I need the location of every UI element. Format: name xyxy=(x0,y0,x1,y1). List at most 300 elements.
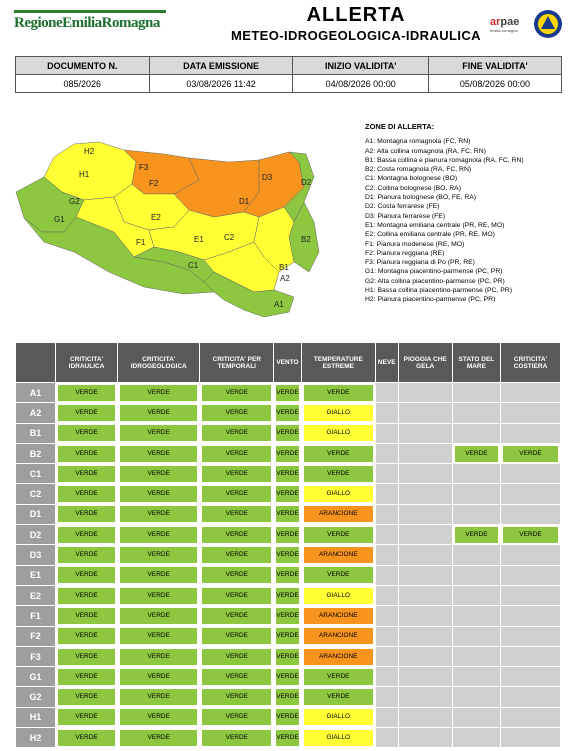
table-row xyxy=(16,728,561,748)
alert-level-cell xyxy=(118,646,200,666)
alert-level-text: VERDE xyxy=(276,567,298,583)
column-header: CRITICITA' PER TEMPORALI xyxy=(200,343,274,383)
alert-level-text: VERDE xyxy=(455,446,498,462)
empty-cell xyxy=(375,464,398,484)
alert-level-cell xyxy=(118,707,200,727)
alert-level-text: VERDE xyxy=(276,405,298,421)
map-label-b1: B1 xyxy=(279,263,289,272)
alert-level-cell xyxy=(301,606,375,626)
alert-level-cell xyxy=(274,403,301,423)
empty-cell xyxy=(501,464,561,484)
alert-level-cell xyxy=(200,728,274,748)
map-label-g2: G2 xyxy=(69,197,80,206)
alert-level-cell xyxy=(56,626,118,646)
alert-level-text: ARANCIONE xyxy=(304,628,373,644)
legend-item: F1: Pianura modenese (RE, MO) xyxy=(365,240,465,248)
table-row xyxy=(16,423,561,443)
alert-level-cell xyxy=(452,525,500,545)
alert-level-text: VERDE xyxy=(304,527,373,543)
alert-table-header xyxy=(16,343,561,383)
empty-cell xyxy=(501,504,561,524)
legend-item: E2: Collina emiliana centrale (PR, RE, MO) xyxy=(365,231,495,239)
map-label-d3: D3 xyxy=(262,173,273,182)
legend-item: E1: Montagna emiliana centrale (PR, RE, MO) xyxy=(365,221,505,229)
alert-level-text: VERDE xyxy=(58,466,115,482)
alert-level-text: VERDE xyxy=(120,527,197,543)
alert-level-text: VERDE xyxy=(58,689,115,705)
empty-cell xyxy=(398,626,452,646)
alert-level-text: ARANCIONE xyxy=(304,608,373,624)
alert-level-text: VERDE xyxy=(276,385,298,401)
alert-level-cell xyxy=(118,464,200,484)
page-header xyxy=(0,0,580,48)
alert-level-cell xyxy=(501,443,561,463)
alert-level-cell xyxy=(200,687,274,707)
alert-level-cell xyxy=(274,606,301,626)
alert-level-text: VERDE xyxy=(120,466,197,482)
map-label-g1: G1 xyxy=(54,215,65,224)
empty-cell xyxy=(375,545,398,565)
alert-level-cell xyxy=(56,443,118,463)
alert-level-cell xyxy=(301,626,375,646)
empty-cell xyxy=(398,403,452,423)
alert-level-cell xyxy=(200,646,274,666)
alert-level-cell xyxy=(301,504,375,524)
alert-level-cell xyxy=(200,504,274,524)
empty-cell xyxy=(375,646,398,666)
table-row xyxy=(16,525,561,545)
empty-cell xyxy=(452,667,500,687)
alert-level-cell xyxy=(56,687,118,707)
zone-label: E1 xyxy=(16,565,56,585)
empty-cell xyxy=(501,565,561,585)
empty-cell xyxy=(375,606,398,626)
alert-level-text: GIALLO xyxy=(304,730,373,746)
zones-legend xyxy=(365,122,575,305)
alert-level-cell xyxy=(56,646,118,666)
alert-level-text: VERDE xyxy=(202,466,271,482)
alert-level-cell xyxy=(118,626,200,646)
empty-cell xyxy=(501,707,561,727)
legend-item: F3: Pianura reggiana di Po (PR, RE) xyxy=(365,259,475,267)
alert-level-cell xyxy=(301,443,375,463)
alert-level-cell xyxy=(274,728,301,748)
alert-level-text: VERDE xyxy=(276,425,298,441)
alert-level-cell xyxy=(118,525,200,545)
empty-cell xyxy=(452,383,500,403)
alert-level-cell xyxy=(274,464,301,484)
map-label-d2: D2 xyxy=(301,178,312,187)
alert-level-cell xyxy=(56,504,118,524)
zone-label: D3 xyxy=(16,545,56,565)
alert-level-cell xyxy=(118,423,200,443)
alert-level-text: VERDE xyxy=(58,547,115,563)
alert-level-text: VERDE xyxy=(276,669,298,685)
alert-level-cell xyxy=(274,383,301,403)
alert-level-text: VERDE xyxy=(202,527,271,543)
logo-bar xyxy=(14,10,166,13)
empty-cell xyxy=(452,585,500,605)
empty-cell xyxy=(452,504,500,524)
table-row xyxy=(16,383,561,403)
empty-cell xyxy=(398,687,452,707)
zone-column-header xyxy=(16,343,56,383)
map-label-h2: H2 xyxy=(84,147,95,156)
alert-level-text: VERDE xyxy=(276,446,298,462)
alert-level-cell xyxy=(274,707,301,727)
empty-cell xyxy=(375,585,398,605)
alert-level-text: VERDE xyxy=(202,588,271,604)
alert-level-text: VERDE xyxy=(276,527,298,543)
empty-cell xyxy=(452,484,500,504)
alert-level-cell xyxy=(301,484,375,504)
alert-level-cell xyxy=(301,565,375,585)
empty-cell xyxy=(375,383,398,403)
empty-cell xyxy=(375,504,398,524)
legend-title: ZONE DI ALLERTA: xyxy=(365,122,435,131)
alert-level-cell xyxy=(56,464,118,484)
alert-level-text: VERDE xyxy=(120,547,197,563)
alert-level-text: VERDE xyxy=(503,527,558,543)
empty-cell xyxy=(375,626,398,646)
empty-cell xyxy=(452,646,500,666)
legend-item: G1: Montagna piacentino-parmense (PC, PR) xyxy=(365,268,503,276)
map-label-d1: D1 xyxy=(239,197,250,206)
alert-level-text: VERDE xyxy=(120,567,197,583)
alert-level-text: VERDE xyxy=(202,506,271,522)
alert-level-text: VERDE xyxy=(58,405,115,421)
alert-level-text: ARANCIONE xyxy=(304,547,373,563)
empty-cell xyxy=(501,545,561,565)
empty-cell xyxy=(452,606,500,626)
alert-level-text: VERDE xyxy=(304,567,373,583)
alert-level-text: VERDE xyxy=(202,669,271,685)
empty-cell xyxy=(501,728,561,748)
empty-cell xyxy=(398,606,452,626)
page-title: ALLERTA xyxy=(306,4,406,26)
table-row xyxy=(16,504,561,524)
alert-level-cell xyxy=(200,383,274,403)
document-info-header xyxy=(16,57,562,75)
alert-level-text: VERDE xyxy=(304,446,373,462)
alert-level-text: VERDE xyxy=(58,527,115,543)
zone-label: E2 xyxy=(16,585,56,605)
alert-level-cell xyxy=(274,423,301,443)
alert-level-text: VERDE xyxy=(202,709,271,725)
legend-item: D1: Pianura bolognese (BO, FE, RA) xyxy=(365,194,477,202)
empty-cell xyxy=(398,484,452,504)
alert-level-text: GIALLO xyxy=(304,405,373,421)
alert-level-cell xyxy=(274,525,301,545)
column-header: PIOGGIA CHE GELA xyxy=(398,343,452,383)
zone-label: A2 xyxy=(16,403,56,423)
alert-level-cell xyxy=(56,606,118,626)
table-row xyxy=(16,707,561,727)
arpae-logo xyxy=(490,16,530,33)
alert-level-cell xyxy=(56,667,118,687)
alert-level-text: VERDE xyxy=(58,446,115,462)
map-label-f2: F2 xyxy=(149,179,159,188)
empty-cell xyxy=(398,423,452,443)
alert-level-text: VERDE xyxy=(58,669,115,685)
alert-level-cell xyxy=(56,707,118,727)
empty-cell xyxy=(398,646,452,666)
empty-cell xyxy=(501,423,561,443)
alert-level-cell xyxy=(56,484,118,504)
alert-level-cell xyxy=(56,565,118,585)
zone-label: A1 xyxy=(16,383,56,403)
empty-cell xyxy=(501,484,561,504)
region-logo xyxy=(14,10,174,36)
arpae-prefix: ar xyxy=(490,16,501,28)
alert-level-cell xyxy=(301,728,375,748)
alert-level-text: VERDE xyxy=(276,466,298,482)
alert-table-body xyxy=(16,383,561,748)
empty-cell xyxy=(375,443,398,463)
empty-cell xyxy=(501,383,561,403)
alert-level-cell xyxy=(301,687,375,707)
empty-cell xyxy=(452,545,500,565)
empty-cell xyxy=(501,403,561,423)
zone-label: F3 xyxy=(16,646,56,666)
alert-level-cell xyxy=(200,585,274,605)
empty-cell xyxy=(375,667,398,687)
map-label-f1: F1 xyxy=(136,238,146,247)
table-row xyxy=(16,687,561,707)
empty-cell xyxy=(375,484,398,504)
table-row xyxy=(16,565,561,585)
alert-level-text: VERDE xyxy=(120,730,197,746)
alert-level-text: VERDE xyxy=(58,709,115,725)
alert-level-text: VERDE xyxy=(120,446,197,462)
empty-cell xyxy=(452,464,500,484)
empty-cell xyxy=(452,707,500,727)
alert-level-cell xyxy=(200,545,274,565)
arpae-sub: emilia-romagna xyxy=(490,28,518,33)
column-header: TEMPERATURE ESTREME xyxy=(301,343,375,383)
alert-level-text: VERDE xyxy=(276,547,298,563)
empty-cell xyxy=(501,626,561,646)
validity-start-value: 04/08/2026 00:00 xyxy=(293,75,428,93)
alert-level-cell xyxy=(301,707,375,727)
alert-level-text: VERDE xyxy=(202,608,271,624)
region-name: RegioneEmiliaRomagna xyxy=(14,15,160,31)
empty-cell xyxy=(375,565,398,585)
alert-level-text: VERDE xyxy=(120,689,197,705)
alert-level-text: VERDE xyxy=(58,506,115,522)
zone-label: B2 xyxy=(16,443,56,463)
alert-level-text: VERDE xyxy=(276,506,298,522)
legend-item: H1: Bassa collina piacentino-parmense (PC, PR) xyxy=(365,287,512,295)
empty-cell xyxy=(398,667,452,687)
alert-level-cell xyxy=(301,667,375,687)
alert-level-text: VERDE xyxy=(276,709,298,725)
alert-level-text: VERDE xyxy=(58,588,115,604)
alert-level-text: VERDE xyxy=(202,649,271,665)
empty-cell xyxy=(398,728,452,748)
alert-level-text: VERDE xyxy=(276,608,298,624)
alert-level-text: VERDE xyxy=(120,405,197,421)
alert-level-cell xyxy=(118,504,200,524)
legend-item: F2: Pianura reggiana (RE) xyxy=(365,249,445,257)
alert-level-text: VERDE xyxy=(120,588,197,604)
alert-level-cell xyxy=(301,383,375,403)
alert-level-cell xyxy=(301,464,375,484)
empty-cell xyxy=(452,565,500,585)
doc-number-value: 085/2026 xyxy=(16,75,150,93)
alert-level-cell xyxy=(56,383,118,403)
alert-level-text: VERDE xyxy=(120,669,197,685)
alert-level-text: VERDE xyxy=(58,628,115,644)
alert-level-text: VERDE xyxy=(120,649,197,665)
alert-level-cell xyxy=(118,403,200,423)
alert-level-text: VERDE xyxy=(276,689,298,705)
zone-label: C2 xyxy=(16,484,56,504)
emission-date-header: DATA EMISSIONE xyxy=(149,57,293,75)
alert-level-cell xyxy=(200,565,274,585)
alert-level-cell xyxy=(301,585,375,605)
map-label-c1: C1 xyxy=(188,261,199,270)
column-header: NEVE xyxy=(375,343,398,383)
alert-level-text: VERDE xyxy=(58,486,115,502)
legend-item: B1: Bassa collina e pianura romagnola (RA, FC, RN) xyxy=(365,156,524,164)
document-info-table xyxy=(15,56,562,93)
empty-cell xyxy=(452,403,500,423)
alert-level-cell xyxy=(301,423,375,443)
alert-level-text: VERDE xyxy=(202,628,271,644)
alert-level-text: VERDE xyxy=(304,385,373,401)
table-row xyxy=(16,646,561,666)
alert-level-cell xyxy=(56,403,118,423)
alert-level-cell xyxy=(274,626,301,646)
alert-level-text: VERDE xyxy=(58,649,115,665)
alert-level-text: GIALLO xyxy=(304,486,373,502)
arpae-suffix: pae xyxy=(500,16,520,28)
alert-level-cell xyxy=(274,504,301,524)
alert-level-cell xyxy=(301,403,375,423)
alert-level-text: VERDE xyxy=(202,567,271,583)
alert-level-text: VERDE xyxy=(304,689,373,705)
empty-cell xyxy=(501,585,561,605)
alert-level-cell xyxy=(200,423,274,443)
alert-level-cell xyxy=(200,464,274,484)
empty-cell xyxy=(398,383,452,403)
alert-level-cell xyxy=(200,707,274,727)
alert-level-cell xyxy=(274,585,301,605)
alert-level-text: VERDE xyxy=(120,608,197,624)
legend-item: D2: Costa ferrarese (FE) xyxy=(365,203,440,211)
table-row xyxy=(16,667,561,687)
zone-label: B1 xyxy=(16,423,56,443)
alert-level-text: VERDE xyxy=(120,506,197,522)
alert-level-cell xyxy=(118,728,200,748)
empty-cell xyxy=(501,646,561,666)
table-row xyxy=(16,443,561,463)
alert-level-cell xyxy=(118,585,200,605)
alert-level-text: VERDE xyxy=(202,547,271,563)
alert-level-cell xyxy=(56,545,118,565)
alert-level-cell xyxy=(274,565,301,585)
empty-cell xyxy=(398,707,452,727)
zone-label: G1 xyxy=(16,667,56,687)
map-label-f3: F3 xyxy=(139,163,149,172)
alert-level-text: ARANCIONE xyxy=(304,506,373,522)
alert-level-cell xyxy=(301,545,375,565)
alert-level-cell xyxy=(118,545,200,565)
alert-level-cell xyxy=(274,646,301,666)
alert-level-text: VERDE xyxy=(202,405,271,421)
alert-level-text: VERDE xyxy=(304,669,373,685)
empty-cell xyxy=(375,423,398,443)
empty-cell xyxy=(501,606,561,626)
alert-level-cell xyxy=(118,606,200,626)
alert-level-text: VERDE xyxy=(202,730,271,746)
legend-item: H2: Pianura piacentino-parmense (PC, PR) xyxy=(365,296,496,304)
empty-cell xyxy=(452,626,500,646)
validity-end-header: FINE VALIDITA' xyxy=(428,57,561,75)
alert-level-cell xyxy=(200,525,274,545)
alert-level-text: VERDE xyxy=(202,689,271,705)
alert-level-cell xyxy=(56,585,118,605)
alert-level-cell xyxy=(200,403,274,423)
zone-label: C1 xyxy=(16,464,56,484)
document-info-values xyxy=(16,75,562,93)
zone-label: F2 xyxy=(16,626,56,646)
map-label-h1: H1 xyxy=(79,170,90,179)
table-row xyxy=(16,585,561,605)
empty-cell xyxy=(398,464,452,484)
alert-level-text: GIALLO xyxy=(304,588,373,604)
alert-level-cell xyxy=(118,667,200,687)
alert-level-cell xyxy=(56,423,118,443)
empty-cell xyxy=(452,728,500,748)
empty-cell xyxy=(398,585,452,605)
table-row xyxy=(16,626,561,646)
map-label-b2: B2 xyxy=(301,235,311,244)
zone-label: D2 xyxy=(16,525,56,545)
alert-level-text: VERDE xyxy=(58,385,115,401)
alert-level-cell xyxy=(200,443,274,463)
alert-level-text: VERDE xyxy=(276,628,298,644)
zones-map-svg xyxy=(14,122,354,322)
alert-level-text: VERDE xyxy=(304,466,373,482)
zone-label: H1 xyxy=(16,707,56,727)
empty-cell xyxy=(375,687,398,707)
alert-level-cell xyxy=(56,525,118,545)
legend-item: B2: Costa romagnola (RA, FC, RN) xyxy=(365,166,472,174)
alert-level-text: VERDE xyxy=(120,385,197,401)
empty-cell xyxy=(375,707,398,727)
empty-cell xyxy=(501,667,561,687)
alert-level-cell xyxy=(274,545,301,565)
zone-label: D1 xyxy=(16,504,56,524)
legend-item: A2: Alta collina romagnola (RA, FC, RN) xyxy=(365,147,486,155)
alert-level-cell xyxy=(118,484,200,504)
empty-cell xyxy=(452,687,500,707)
map-label-a1: A1 xyxy=(274,300,284,309)
table-row xyxy=(16,403,561,423)
alert-level-text: GIALLO xyxy=(304,425,373,441)
alert-level-text: VERDE xyxy=(276,730,298,746)
alert-level-text: VERDE xyxy=(455,527,498,543)
alert-level-text: VERDE xyxy=(58,425,115,441)
map-label-e2: E2 xyxy=(151,213,161,222)
empty-cell xyxy=(375,403,398,423)
alert-level-text: VERDE xyxy=(58,730,115,746)
legend-item: A1: Montagna romagnola (FC, RN) xyxy=(365,138,471,146)
alert-level-cell xyxy=(274,667,301,687)
map-label-a2: A2 xyxy=(280,274,290,283)
